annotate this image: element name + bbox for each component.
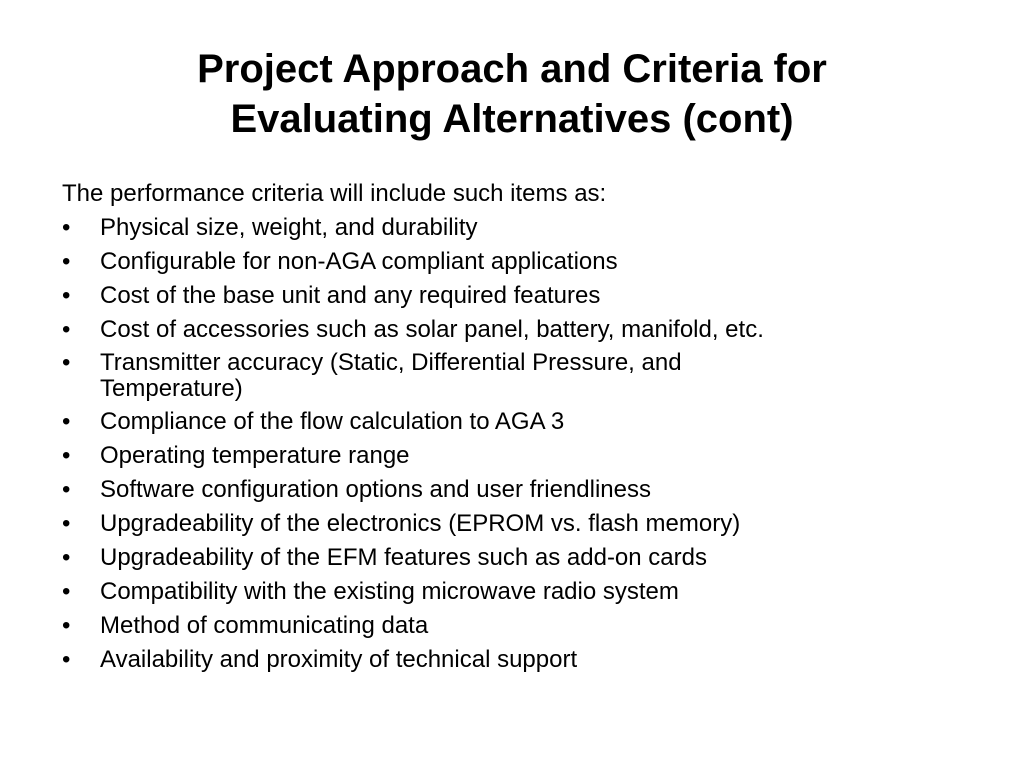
list-item — [62, 214, 982, 242]
list-item — [62, 510, 982, 538]
bullet-icon: • — [62, 282, 71, 309]
slide-title-line-1: Project Approach and Criteria for — [197, 47, 827, 91]
list-item-text: Configurable for non-AGA compliant applications — [100, 248, 618, 275]
list-item-text: Upgradeability of the electronics (EPROM vs. flash memory) — [100, 510, 741, 537]
list-item — [62, 248, 982, 276]
list-item-text: Software configuration options and user friendliness — [100, 476, 651, 503]
list-item-text: Method of communicating data — [100, 612, 429, 639]
list-item — [62, 544, 982, 572]
list-item — [62, 316, 982, 344]
intro-text: The performance criteria will include such items as: — [62, 180, 607, 207]
list-item-text: Cost of the base unit and any required features — [100, 282, 601, 309]
bullet-icon: • — [62, 316, 71, 343]
bullet-icon: • — [62, 612, 71, 639]
criteria-list — [62, 214, 982, 674]
slide-body — [62, 180, 982, 680]
bullet-icon: • — [62, 442, 71, 469]
bullet-icon: • — [62, 248, 71, 275]
list-item-text: Transmitter accuracy (Static, Differential Pressure, and Temperature) — [100, 349, 682, 402]
bullet-icon: • — [62, 510, 71, 537]
list-item — [62, 612, 982, 640]
bullet-icon: • — [62, 544, 71, 571]
list-item-text: Availability and proximity of technical support — [100, 646, 578, 673]
list-item-text: Upgradeability of the EFM features such as add-on cards — [100, 544, 707, 571]
list-item — [62, 646, 982, 674]
list-item — [62, 442, 982, 470]
list-item — [62, 350, 800, 402]
list-item — [62, 476, 982, 504]
list-item — [62, 282, 982, 310]
list-item-text: Operating temperature range — [100, 442, 410, 469]
bullet-icon: • — [62, 214, 71, 241]
slide-title-line-2: Evaluating Alternatives (cont) — [230, 97, 794, 141]
list-item-text: Compatibility with the existing microwave radio system — [100, 578, 679, 605]
list-item — [62, 578, 982, 606]
bullet-icon: • — [62, 408, 71, 435]
slide-title — [0, 44, 1024, 144]
bullet-icon: • — [62, 349, 71, 376]
list-item — [62, 408, 982, 436]
list-item-text: Compliance of the flow calculation to AGA 3 — [100, 408, 565, 435]
bullet-icon: • — [62, 476, 71, 503]
bullet-icon: • — [62, 646, 71, 673]
list-item-text: Physical size, weight, and durability — [100, 214, 478, 241]
list-item-text: Cost of accessories such as solar panel, battery, manifold, etc. — [100, 316, 764, 343]
bullet-icon: • — [62, 578, 71, 605]
